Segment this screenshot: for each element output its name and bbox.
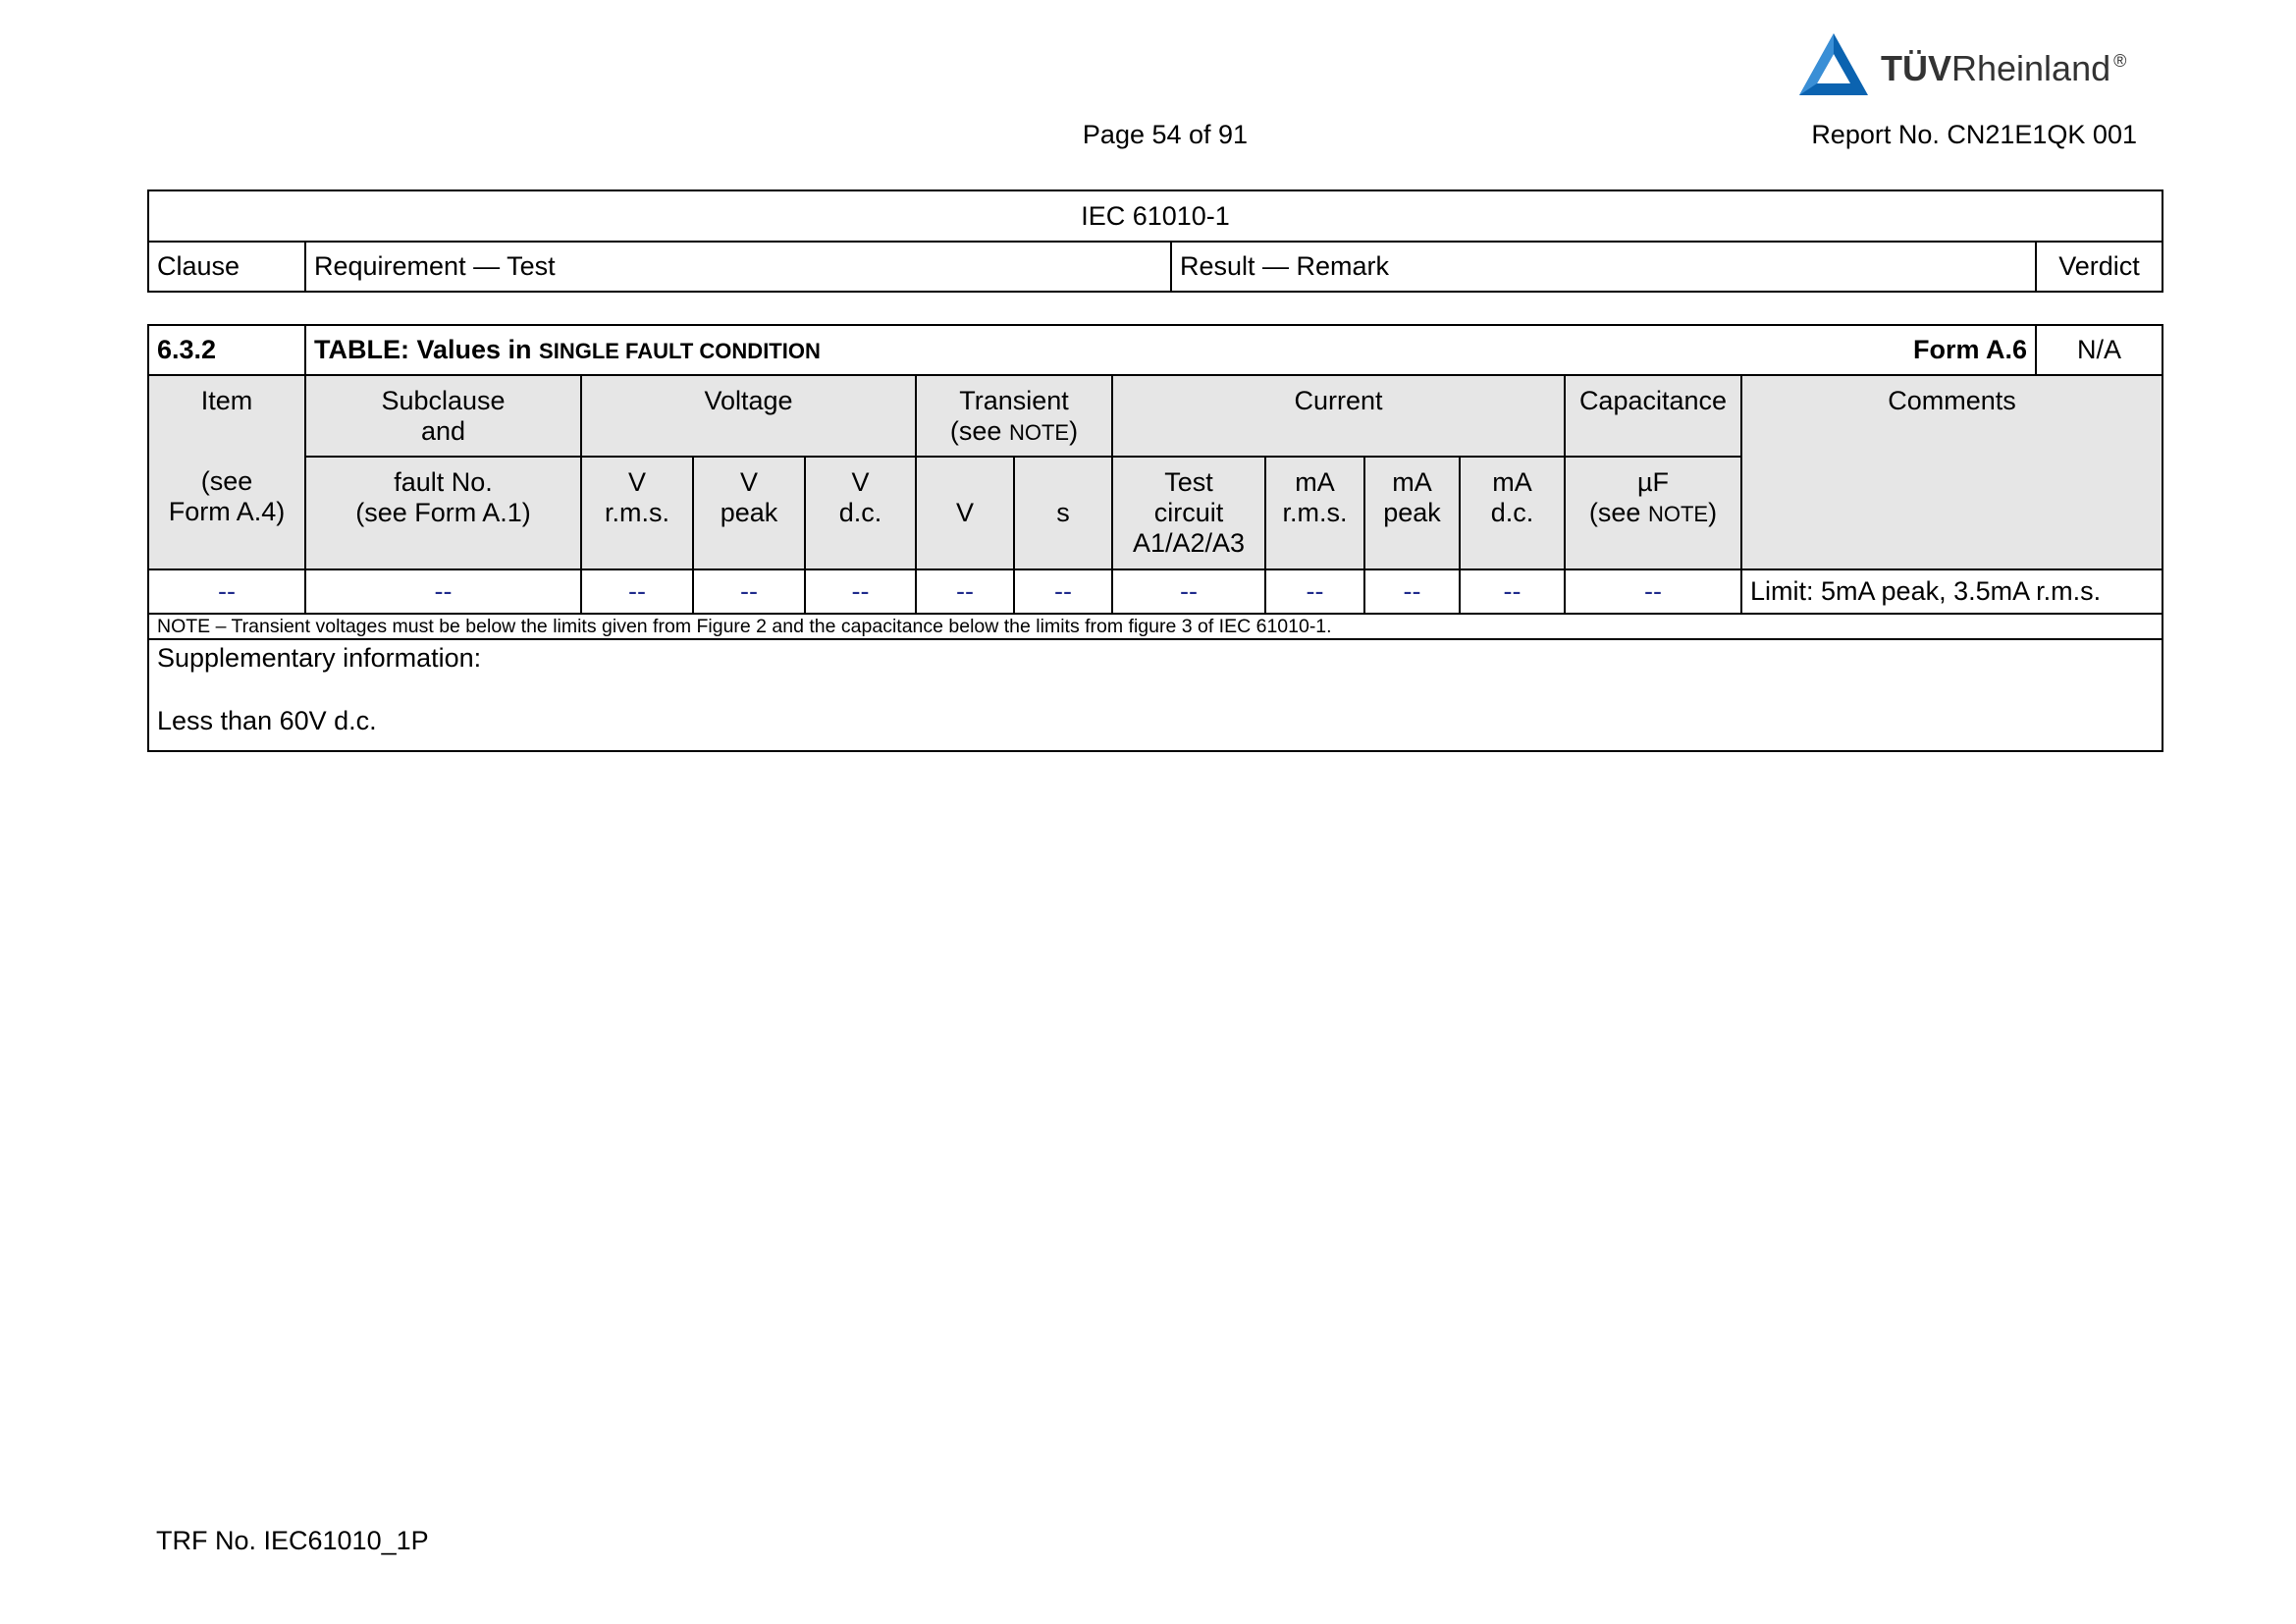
form-number: Form A.6 (1912, 334, 2027, 364)
unit-line: V (627, 467, 646, 497)
cell-transient-s: -- (1014, 569, 1112, 614)
column-clause: Clause (148, 242, 305, 292)
logo-registered-mark: ® (2113, 51, 2127, 71)
unit-line: mA (1295, 467, 1335, 497)
table-title-row (148, 325, 2163, 375)
unit-line: r.m.s. (605, 498, 669, 527)
unit-comments (1741, 457, 2163, 569)
header-subclause (305, 375, 581, 457)
cell-voltage-peak: -- (693, 569, 805, 614)
table-title-text: TABLE: Values in (314, 334, 540, 364)
unit-line: peak (720, 498, 778, 527)
unit-item (148, 457, 305, 569)
header-subclause-line: and (420, 416, 466, 446)
unit-line: d.c. (838, 498, 882, 527)
cell-voltage-rms: -- (581, 569, 693, 614)
unit-current-peak (1364, 457, 1460, 569)
standard-title-row (148, 190, 2163, 242)
unit-voltage-dc (805, 457, 916, 569)
unit-item-line: (see (200, 466, 253, 496)
unit-subclause (305, 457, 581, 569)
header-current: Current (1112, 375, 1565, 457)
table-title (314, 335, 821, 366)
table-title-container (314, 335, 2027, 366)
verdict-value: N/A (2036, 325, 2163, 375)
note-ref: NOTE (1008, 420, 1070, 445)
header-voltage: Voltage (581, 375, 916, 457)
header-transient (916, 375, 1112, 457)
unit-subclause-line: (see Form A.1) (355, 498, 531, 527)
tuv-triangle-logo-icon (1798, 32, 1869, 97)
supplementary-label: Supplementary information: (157, 643, 482, 673)
note-row (148, 614, 2163, 639)
unit-line: V (851, 467, 870, 497)
unit-transient-s: s (1014, 457, 1112, 569)
table-row (148, 569, 2163, 614)
unit-line: circuit (1153, 498, 1224, 527)
header-transient-label: Transient (959, 386, 1069, 415)
cell-transient-v: -- (916, 569, 1014, 614)
cell-current-rms: -- (1265, 569, 1364, 614)
supplementary-cell (148, 639, 2163, 751)
logo-wordmark (1881, 49, 2126, 88)
cell-current-dc: -- (1460, 569, 1565, 614)
unit-capacitance-see-note (1574, 498, 1733, 529)
unit-line: peak (1383, 498, 1441, 527)
supplementary-text: Less than 60V d.c. (157, 706, 377, 735)
table-title-condition: SINGLE FAULT CONDITION (539, 338, 821, 363)
header-unit-row (148, 457, 2163, 569)
cell-capacitance: -- (1565, 569, 1741, 614)
table-title-cell (305, 325, 2036, 375)
unit-line: d.c. (1490, 498, 1534, 527)
report-number: Report No. CN21E1QK 001 (1811, 120, 2137, 149)
header-transient-see-note (925, 416, 1103, 448)
single-fault-values-table (147, 324, 2163, 752)
close-paren: ) (1069, 416, 1079, 446)
header-capacitance: Capacitance (1565, 375, 1741, 457)
standard-title: IEC 61010-1 (148, 190, 2163, 242)
unit-line: A1/A2/A3 (1132, 528, 1246, 558)
unit-line: mA (1392, 467, 1432, 497)
cell-subclause: -- (305, 569, 581, 614)
see-text: (see (1588, 498, 1648, 527)
header-item (148, 375, 305, 457)
logo-brand-regular: Rheinland (1951, 48, 2111, 88)
unit-current-dc (1460, 457, 1565, 569)
cell-comment: Limit: 5mA peak, 3.5mA r.m.s. (1741, 569, 2163, 614)
unit-line: mA (1492, 467, 1532, 497)
cell-item: -- (148, 569, 305, 614)
column-verdict: Verdict (2036, 242, 2163, 292)
trf-number: TRF No. IEC61010_1P (156, 1526, 429, 1555)
unit-line: Test (1164, 467, 1213, 497)
header-subclause-line: Subclause (381, 386, 506, 415)
clause-number: 6.3.2 (148, 325, 305, 375)
page-number: Page 54 of 91 (1082, 120, 1249, 149)
column-requirement: Requirement — Test (305, 242, 1171, 292)
unit-current-circuit (1112, 457, 1265, 569)
unit-subclause-line: fault No. (394, 467, 493, 497)
unit-line: r.m.s. (1282, 498, 1348, 527)
column-result: Result — Remark (1171, 242, 2036, 292)
cell-voltage-dc: -- (805, 569, 916, 614)
unit-line: V (739, 467, 758, 497)
header-group-row (148, 375, 2163, 457)
blank-line (157, 674, 2154, 705)
tuv-rheinland-logo (1798, 31, 2126, 98)
supplementary-row (148, 639, 2163, 751)
logo-brand-bold: TÜV (1881, 48, 1951, 88)
unit-current-rms (1265, 457, 1364, 569)
unit-transient-v: V (916, 457, 1014, 569)
table-note: NOTE – Transient voltages must be below the limits given from Figure 2 and the capacitance below the limits from figure 3 of IEC 61010-1. (148, 614, 2163, 639)
unit-item-line: Form A.4) (168, 497, 286, 526)
close-paren: ) (1708, 498, 1718, 527)
unit-capacitance (1565, 457, 1741, 569)
header-item-label: Item (200, 386, 253, 415)
unit-line: µF (1636, 467, 1670, 497)
unit-voltage-rms (581, 457, 693, 569)
header-comments: Comments (1741, 375, 2163, 457)
see-text: (see (949, 416, 1009, 446)
note-ref: NOTE (1647, 502, 1709, 526)
cell-test-circuit: -- (1112, 569, 1265, 614)
standard-header-table (147, 189, 2163, 293)
cell-current-peak: -- (1364, 569, 1460, 614)
unit-voltage-peak (693, 457, 805, 569)
standard-columns-row (148, 242, 2163, 292)
